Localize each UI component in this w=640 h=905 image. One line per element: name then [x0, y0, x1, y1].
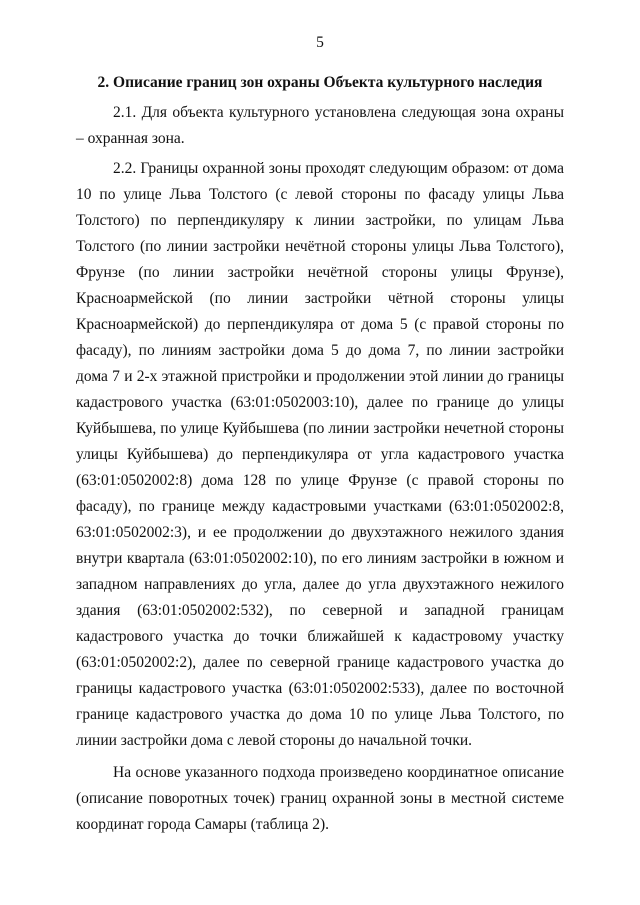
paragraph-2-1: 2.1. Для объекта культурного установлена следующая зона охраны – охранная зона.: [76, 104, 564, 147]
page-number: 5: [316, 34, 324, 51]
section-heading: 2. Описание границ зон охраны Объекта культурного наследия: [97, 74, 543, 91]
paragraph-2-2: 2.2. Границы охранной зоны проходят следующим образом: от дома 10 по улице Льва Толстого (с левой стороны по фасаду улицы Льва Толстого) по перпендикуляру к линии застройки, по улицам Льва Толстого (по линии застройки нечётной стороны улицы Льва Толстого), Фрунзе (по линии застройки нечётной стороны улицы Фрунзе), Красноармейской (по линии застройки чётной стороны улицы Красноармейской) до перпендикуляра от дома 5 (с правой стороны по фасаду), по линиям застройки дома 5 до дома 7, по линии застройки дома 7 и 2-х этажной пристройки и продолжении этой линии до границы кадастрового участка (63:01:0502003:10), далее по границе до улицы Куйбышева, по улице Куйбышева (по линии застройки нечетной стороны улицы Куйбышева) до перпендикуляра от угла кадастрового участка (63:01:0502002:8) дома 128 по улице Фрунзе (с правой стороны по фасаду), по границе между кадастровыми участками (63:01:0502002:8, 63:01:0502002:3), и ее продолжении до двухэтажного нежилого здания внутри квартала (63:01:0502002:10), по его линиям застройки в южном и западном направлениях до угла, далее до угла двухэтажного нежилого здания (63:01:0502002:532), по северной и западной границам кадастрового участка до точки ближайшей к кадастровому участку (63:01:0502002:2), далее по северной границе кадастрового участка до границы кадастрового участка (63:01:0502002:533), далее по восточной границе кадастрового участка до дома 10 по улице Льва Толстого, по линии застройки дома с левой стороны до начальной точки.: [76, 160, 564, 749]
document-body: [76, 70, 564, 838]
paragraph-coordinates-intro: На основе указанного подхода произведено координатное описание (описание поворотных точек) границ охранной зоны в местной системе координат города Самары (таблица 2).: [76, 764, 564, 833]
